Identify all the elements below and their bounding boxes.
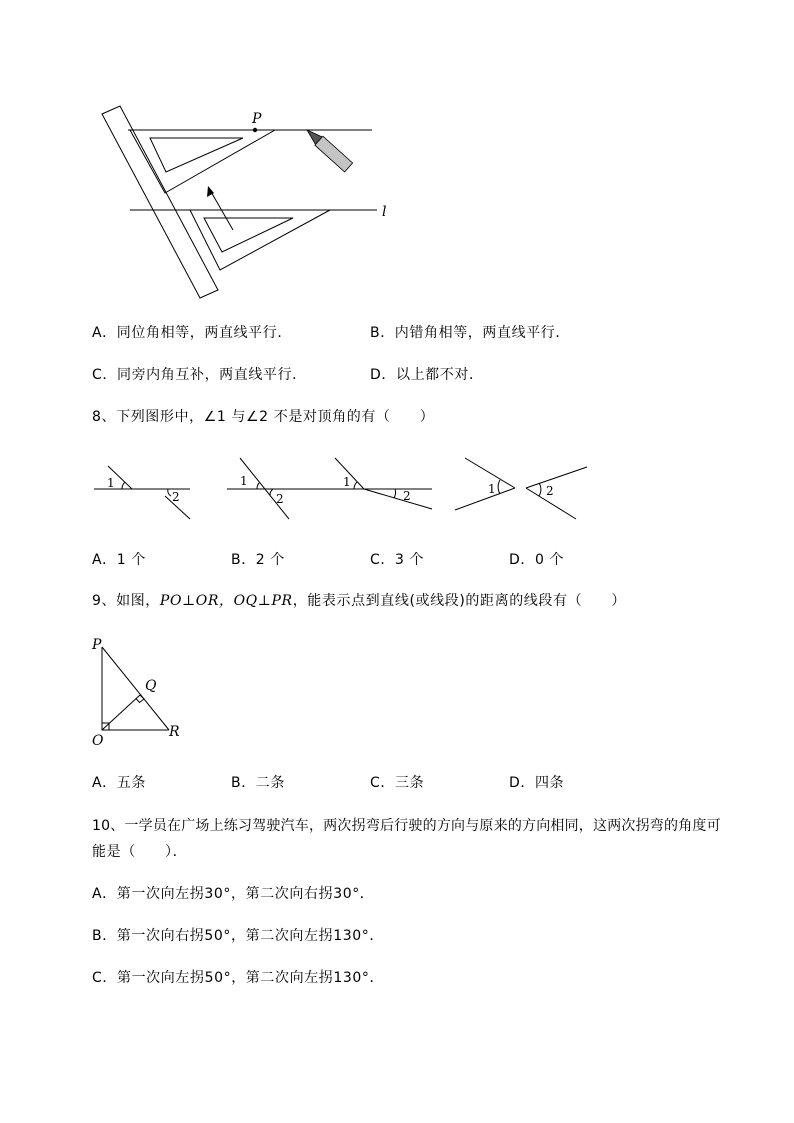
q9-stem-prefix: 9、如图， xyxy=(92,593,160,609)
q8-fig1-label-1: 1 xyxy=(107,476,115,490)
q8-stem: 8、下列图形中，∠1 与∠2 不是对顶角的有（ ） xyxy=(92,409,435,425)
pencil-icon xyxy=(303,126,353,172)
q8-fig4-label-2: 2 xyxy=(546,484,554,498)
q8-fig3-label-2: 2 xyxy=(403,489,411,503)
q10-stem-line1: 10、一学员在广场上练习驾驶汽车，两次拐弯后行驶的方向与原来的方向相同，这两次拐弯的角度可 xyxy=(92,818,721,834)
q10-option-a: A．第一次向左拐30°，第二次向右拐30°． xyxy=(92,886,375,902)
q7-option-a: A．同位角相等，两直线平行． xyxy=(92,325,292,341)
label-l: l xyxy=(382,204,387,220)
q8-option-b: B．2 个 xyxy=(231,552,285,568)
q9-option-b: B．二条 xyxy=(231,775,286,791)
q9-figure xyxy=(88,632,198,750)
right-angle-q xyxy=(136,695,144,703)
q10-option-c: C．第一次向左拐50°，第二次向左拐130°． xyxy=(92,970,385,986)
q8-fig2-label-2: 2 xyxy=(276,492,284,506)
q9-label-o: O xyxy=(92,733,104,749)
set-square-upper xyxy=(130,130,275,193)
q9-label-r: R xyxy=(169,724,180,740)
q7-option-d: D．以上都不对． xyxy=(370,367,484,383)
q9-stem xyxy=(92,592,626,610)
q9-option-a: A．五条 xyxy=(92,775,146,791)
q8-figure-3 xyxy=(322,458,432,509)
set-square-upper-inner xyxy=(150,138,243,172)
segment-oq xyxy=(102,695,140,730)
q9-option-c: C．三条 xyxy=(370,775,425,791)
q8-figure-2 xyxy=(227,458,322,519)
set-square-lower-inner xyxy=(204,218,293,252)
q7-option-c: C．同旁内角互补，两直线平行． xyxy=(92,367,307,383)
q9-label-p: P xyxy=(92,637,102,653)
q8-option-d: D．0 个 xyxy=(509,552,565,568)
q7-option-b: B．内错角相等，两直线平行． xyxy=(370,325,571,341)
q7-figure xyxy=(90,100,400,305)
q8-option-c: C．3 个 xyxy=(370,552,425,568)
point-p xyxy=(253,128,257,132)
q8-fig1-label-2: 2 xyxy=(172,490,180,504)
q10-option-b: B．第一次向右拐50°，第二次向左拐130°． xyxy=(92,928,384,944)
q8-fig4-label-1: 1 xyxy=(488,482,496,496)
set-square-lower xyxy=(190,210,330,270)
q9-stem-math: PO⊥OR，OQ⊥PR xyxy=(159,593,293,609)
q9-stem-suffix: ，能表示点到直线(或线段)的距离的线段有（ ） xyxy=(292,593,627,609)
q9-option-d: D．四条 xyxy=(509,775,565,791)
q8-fig3-label-1: 1 xyxy=(343,475,351,489)
segment-pr xyxy=(102,647,169,730)
q9-label-q: Q xyxy=(145,678,157,694)
q8-figures xyxy=(90,452,600,524)
q8-fig2-label-1: 1 xyxy=(240,474,248,488)
q8-figure-4 xyxy=(455,458,587,519)
ruler xyxy=(102,106,218,298)
q8-option-a: A．1 个 xyxy=(92,552,146,568)
q10-stem-line2: 能是（ ）． xyxy=(92,844,188,860)
label-p: P xyxy=(252,111,262,127)
